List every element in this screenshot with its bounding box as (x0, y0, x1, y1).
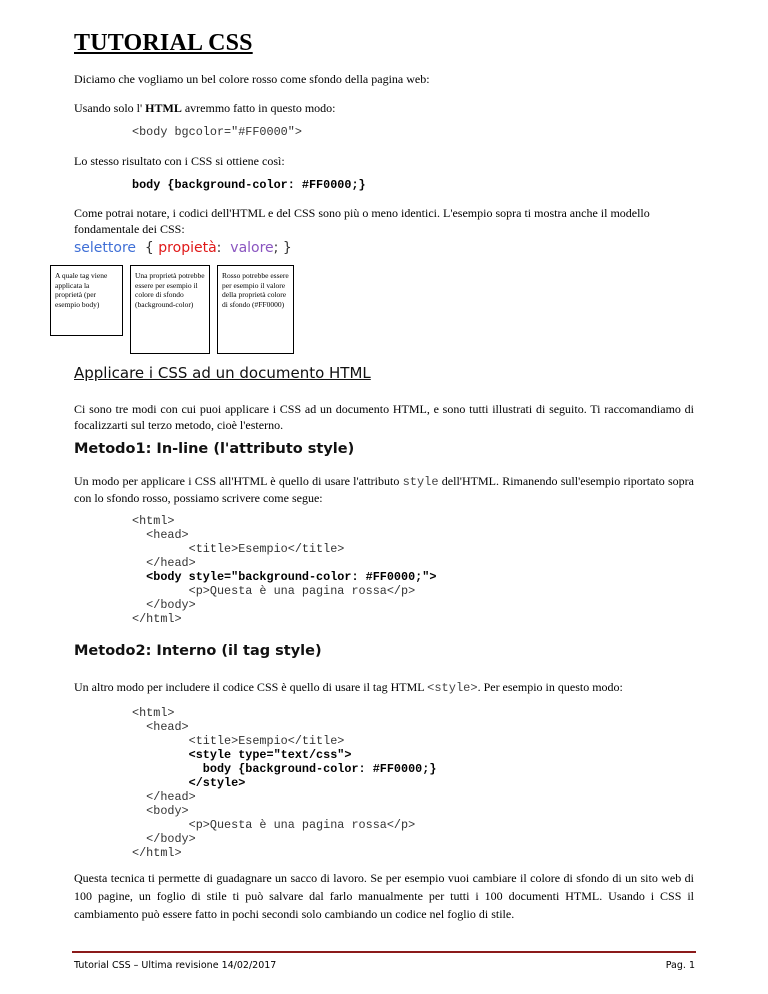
method1-heading: Metodo1: In-line (l'attributo style) (74, 441, 355, 457)
code-line: <p>Questa è una pagina rossa</p> (132, 584, 416, 598)
intro-paragraph-1: Diciamo che vogliamo un bel colore rosso come sfondo della pagina web: (74, 72, 430, 86)
syntax-close-brace: } (282, 240, 292, 256)
syntax-semicolon: ; (273, 240, 279, 256)
method1-text (74, 473, 694, 506)
code-line: <html> (132, 514, 175, 528)
code-line-highlight: body {background-color: #FF0000;} (132, 762, 437, 776)
code-line: <html> (132, 706, 175, 720)
method2-text (74, 679, 694, 696)
code-line: </body> (132, 598, 196, 612)
code-line: </head> (132, 790, 196, 804)
code-line: <title>Esempio</title> (132, 542, 345, 556)
property-explanation-box: Una proprietà potrebbe essere per esempio il colore di sfondo (background-color) (130, 265, 210, 354)
code-css-body: body {background-color: #FF0000;} (132, 178, 366, 192)
code-html-bgcolor: <body bgcolor="#FF0000"> (132, 125, 302, 139)
code-line: <head> (132, 720, 189, 734)
code-line-highlight: <style type="text/css"> (132, 748, 352, 762)
intro-p4-line1: Come potrai notare, i codici dell'HTML e del CSS sono più o meno identici. L'esempio sopra ti mostra anche il modello (74, 206, 650, 220)
code-line: <head> (132, 528, 189, 542)
section-apply-text: Ci sono tre modi con cui puoi applicare i CSS ad un documento HTML, e sono tutti illustrati di seguito. Ti raccomandiamo di focalizzarti sul terzo metodo, cioè l'esterno. (74, 402, 694, 432)
code-line: </html> (132, 612, 182, 626)
footer-revision: Tutorial CSS – Ultima revisione 14/02/2017 (74, 960, 277, 971)
method1-text-post: dell'HTML. Rimanendo sull'esempio riportato sopra con lo sfondo rosso, possiamo scrivere come segue: (74, 474, 695, 505)
method2-text-code: <style> (427, 681, 478, 695)
code-line: <title>Esempio</title> (132, 734, 345, 748)
method1-text-pre: Un modo per applicare i CSS all'HTML è quello di usare l'attributo (74, 474, 403, 488)
syntax-open-brace: { (144, 240, 154, 256)
intro-paragraph-4 (74, 205, 694, 237)
css-syntax-line (74, 240, 292, 256)
method1-code-block (132, 514, 436, 626)
section-heading-apply: Applicare i CSS ad un documento HTML (74, 364, 371, 382)
method1-text-code: style (402, 475, 439, 489)
code-line: <body> (132, 804, 189, 818)
method2-text-post: . Per esempio in questo modo: (477, 680, 623, 694)
footer-page-number: Pag. 1 (665, 960, 695, 971)
syntax-property: propietà (158, 240, 217, 256)
code-line: </body> (132, 832, 196, 846)
method2-text-pre: Un altro modo per includere il codice CSS è quello di usare il tag HTML (74, 680, 428, 694)
syntax-selector: selettore (74, 240, 137, 256)
intro-paragraph-2 (74, 100, 694, 116)
code-line: <p>Questa è una pagina rossa</p> (132, 818, 416, 832)
method2-code-block (132, 706, 436, 860)
page-title: TUTORIAL CSS (74, 30, 253, 56)
code-line-highlight: </style> (132, 776, 246, 790)
footer-rule (72, 951, 696, 953)
intro-p2-post: avremmo fatto in questo modo: (181, 101, 336, 115)
code-line: </head> (132, 556, 196, 570)
intro-p2-bold: HTML (145, 101, 182, 115)
code-line-highlight: <body style="background-color: #FF0000;"> (132, 570, 437, 584)
syntax-value: valore (230, 240, 274, 256)
intro-p4-line2: fondamentale dei CSS: (74, 222, 185, 236)
method2-heading: Metodo2: Interno (il tag style) (74, 643, 322, 659)
code-line: </html> (132, 846, 182, 860)
intro-p2-pre: Usando solo l' (74, 101, 146, 115)
intro-paragraph-3: Lo stesso risultato con i CSS si ottiene così: (74, 154, 285, 168)
syntax-colon: : (216, 240, 222, 256)
selector-explanation-box: A quale tag viene applicata la proprietà (per esempio body) (50, 265, 123, 336)
value-explanation-box: Rosso potrebbe essere per esempio il valore della proprietà colore di sfondo (#FF0000) (217, 265, 294, 354)
method2-closing-text: Questa tecnica ti permette di guadagnare un sacco di lavoro. Se per esempio vuoi cambiare il colore di sfondo di un sito web di 100 pagine, un foglio di stile ti può salvare dal farlo manualmente per tutti i 100 documenti HTML. Usando i CSS il cambiamento può essere fatto in pochi secondi solo cambiando un codice nel foglio di stile. (74, 871, 694, 921)
